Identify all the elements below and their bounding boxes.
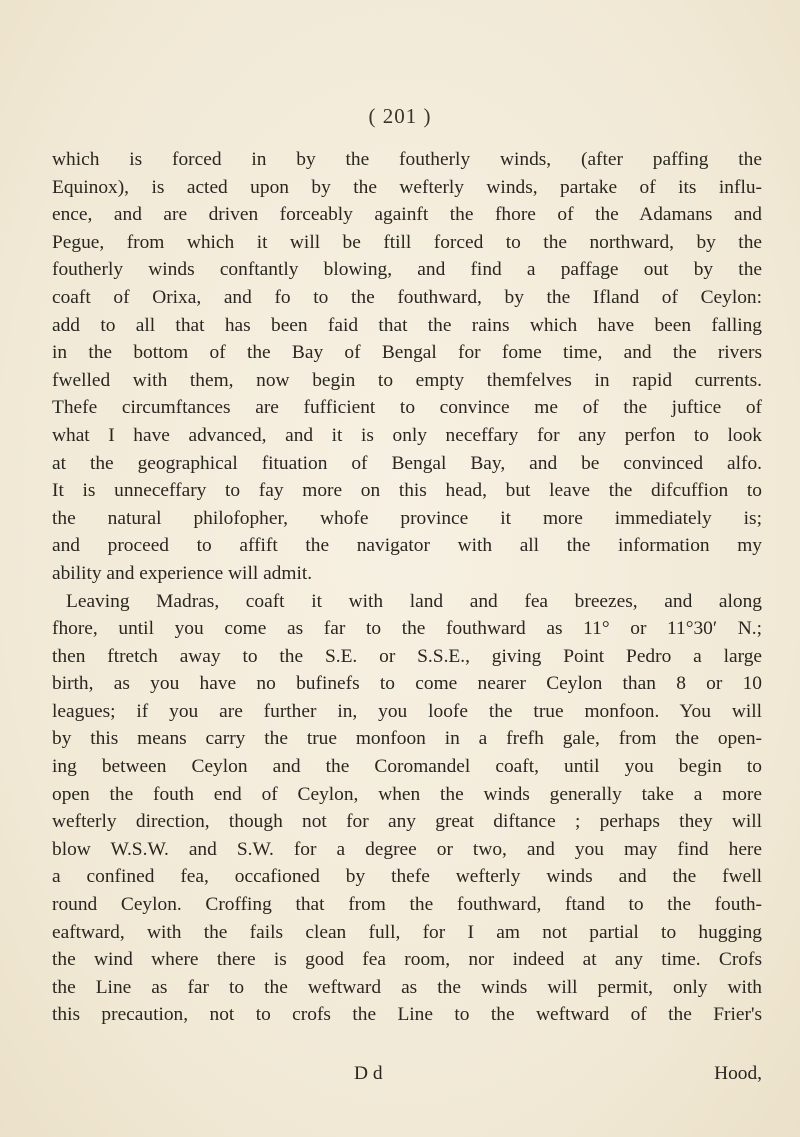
text-line: at the geographical fituation of Bengal Bay, and be convinced alfo. bbox=[52, 452, 762, 474]
text-line: eaftward, with the fails clean full, for I am not partial to hugging bbox=[52, 921, 762, 943]
text-line: this precaution, not to crofs the Line to the weftward of the Frier's bbox=[52, 1004, 762, 1026]
text-line: ability and experience will admit. bbox=[52, 562, 313, 584]
page-footer bbox=[0, 1063, 800, 1091]
catchword: Hood, bbox=[714, 1063, 762, 1084]
text-line: wefterly direction, though not for any great diftance ; perhaps they will bbox=[52, 811, 762, 833]
text-line: Pegue, from which it will be ftill forced to the northward, by the bbox=[52, 231, 762, 253]
text-line: the natural philofopher, whofe province it more immediately is; bbox=[52, 507, 762, 529]
text-line: Equinox), is acted upon by the wefterly winds, partake of its influ- bbox=[52, 176, 762, 198]
signature-mark: D d bbox=[354, 1063, 383, 1084]
text-line: Thefe circumftances are fufficient to convince me of the juftice of bbox=[52, 397, 762, 419]
text-line: in the bottom of the Bay of Bengal for fome time, and the rivers bbox=[52, 342, 762, 364]
text-line: birth, as you have no bufinefs to come nearer Ceylon than 8 or 10 bbox=[52, 673, 762, 695]
text-line: fhore, until you come as far to the fouthward as 11° or 11°30′ N.; bbox=[52, 618, 762, 640]
text-line: ing between Ceylon and the Coromandel coaft, until you begin to bbox=[52, 756, 762, 778]
text-line: open the fouth end of Ceylon, when the winds generally take a more bbox=[52, 783, 762, 805]
text-line: by this means carry the true monfoon in a frefh gale, from the open- bbox=[52, 728, 762, 750]
text-line: blow W.S.W. and S.W. for a degree or two, and you may find here bbox=[52, 838, 762, 860]
text-line: the Line as far to the weftward as the winds will permit, only with bbox=[52, 976, 762, 998]
text-line: what I have advanced, and it is only neceffary for any perfon to look bbox=[52, 424, 762, 446]
page-number: ( 201 ) bbox=[368, 104, 432, 128]
text-line: then ftretch away to the S.E. or S.S.E., giving Point Pedro a large bbox=[52, 645, 762, 667]
text-line: which is forced in by the foutherly winds, (after paffing the bbox=[52, 149, 762, 170]
text-line: a confined fea, occafioned by thefe wefterly winds and the fwell bbox=[52, 866, 762, 888]
text-line: round Ceylon. Croffing that from the fouthward, ftand to the fouth- bbox=[52, 894, 762, 916]
text-line: foutherly winds conftantly blowing, and find a paffage out by the bbox=[52, 259, 762, 281]
text-line: It is unneceffary to fay more on this head, but leave the difcuffion to bbox=[52, 480, 762, 502]
text-line: and proceed to affift the navigator with all the information my bbox=[52, 535, 762, 557]
body-text bbox=[52, 146, 762, 1029]
text-line: fwelled with them, now begin to empty themfelves in rapid currents. bbox=[52, 369, 762, 391]
text-line: the wind where there is good fea room, nor indeed at any time. Crofs bbox=[52, 949, 762, 971]
text-line: add to all that has been faid that the rains which have been falling bbox=[52, 314, 762, 336]
text-line: leagues; if you are further in, you loofe the true monfoon. You will bbox=[52, 700, 762, 722]
text-line: coaft of Orixa, and fo to the fouthward, by the Ifland of Ceylon: bbox=[52, 286, 762, 308]
text-line: Leaving Madras, coaft it with land and fea breezes, and along bbox=[66, 590, 762, 612]
text-line: ence, and are driven forceably againft the fhore of the Adamans and bbox=[52, 204, 762, 226]
